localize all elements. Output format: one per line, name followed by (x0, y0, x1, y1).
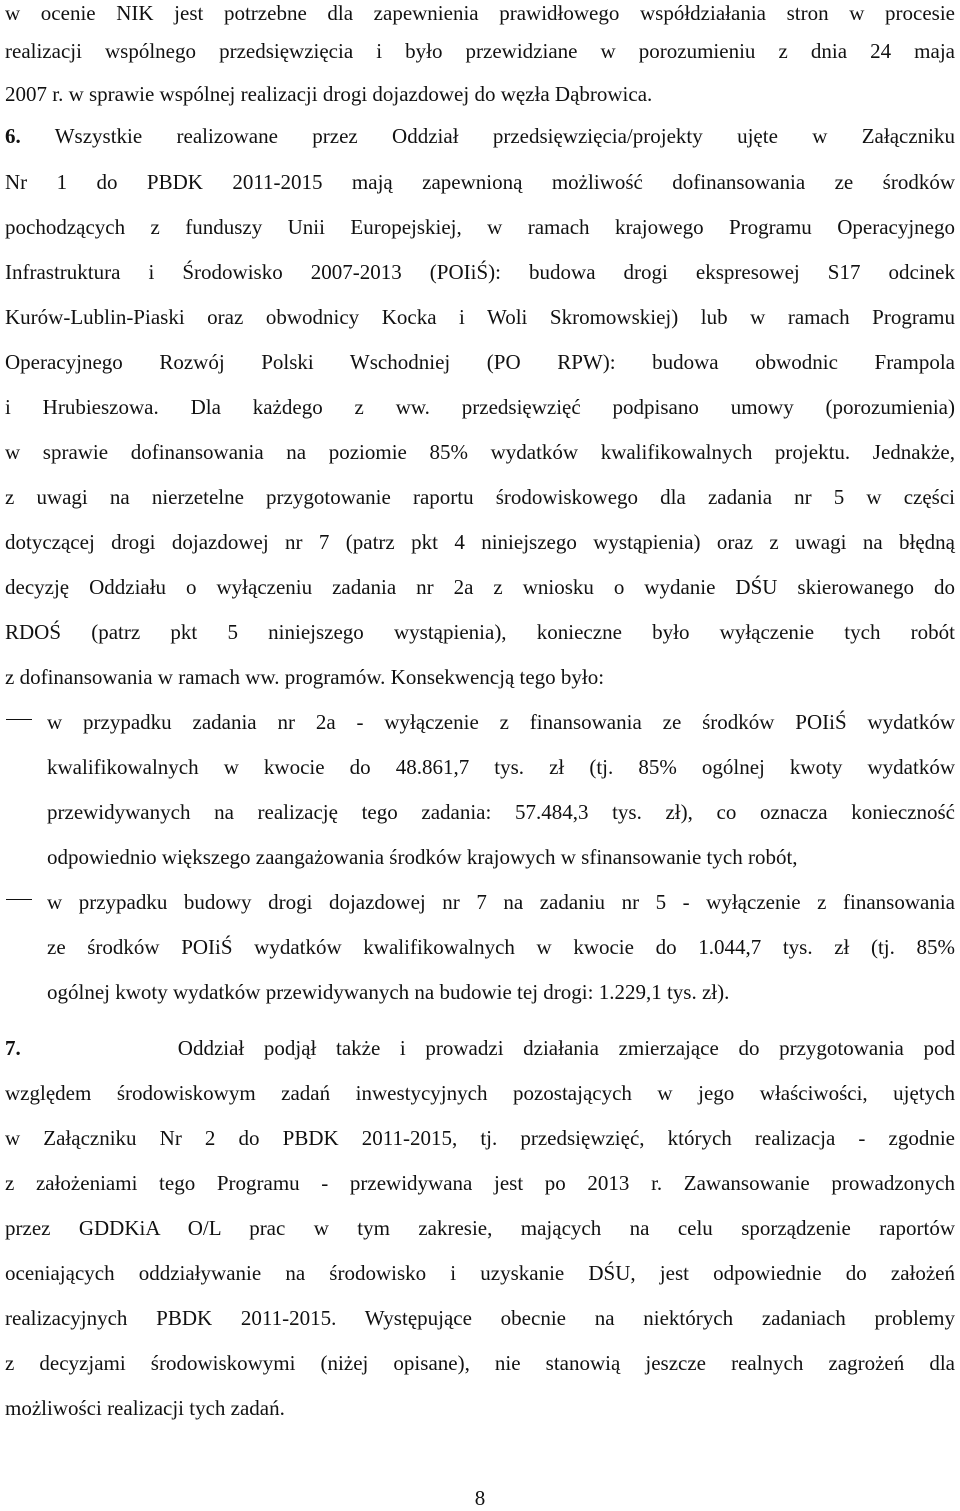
point-6-line: w sprawie dofinansowania na poziomie 85% wydatków kwalifikowalnych projektu. Jednakże, (5, 440, 955, 464)
point-6-line: Nr 1 do PBDK 2011-2015 mają zapewnioną możliwość dofinansowania ze środków (5, 170, 955, 194)
point-7-line: w Załączniku Nr 2 do PBDK 2011-2015, tj. przedsięwzięć, których realizacja - zgodnie (5, 1126, 955, 1150)
point-6-first-line (5, 121, 955, 151)
bullet-2-line: ogólnej kwoty wydatków przewidywanych na budowie tej drogi: 1.229,1 tys. zł). (47, 980, 730, 1004)
intro-line-2: realizacji wspólnego przedsięwzięcia i było przewidziane w porozumieniu z dnia 24 maja (5, 39, 955, 63)
bullet-1-line: odpowiednio większego zaangażowania środków krajowych w sfinansowanie tych robót, (47, 845, 798, 869)
point-7-line: realizacyjnych PBDK 2011-2015. Występujące obecnie na niektórych zadaniach problemy (5, 1306, 955, 1330)
point-7-line: z decyzjami środowiskowymi (niżej opisane), nie stanowią jeszcze realnych zagrożeń dla (5, 1351, 955, 1375)
point-6-line: decyzję Oddziału o wyłączeniu zadania nr 2a z wniosku o wydanie DŚU skierowanego do (5, 575, 955, 599)
page-number: 8 (474, 1486, 486, 1510)
bullet-1-line: w przypadku zadania nr 2a - wyłączenie z finansowania ze środków POIiŚ wydatków (47, 710, 955, 734)
point-7-first-line (5, 1033, 955, 1063)
bullet-1-line: przewidywanych na realizację tego zadania: 57.484,3 tys. zł), co oznacza konieczność (47, 800, 955, 824)
point-6-number: 6. (5, 124, 21, 148)
bullet-1-line: kwalifikowalnych w kwocie do 48.861,7 tys. zł (tj. 85% ogólnej kwoty wydatków (47, 755, 955, 779)
bullet-dash-2 (6, 899, 32, 900)
point-7-first-text: Oddział podjął także i prowadzi działania zmierzające do przygotowania pod (177, 1036, 955, 1060)
point-6-line: dotyczącej drogi dojazdowej nr 7 (patrz pkt 4 niniejszego wystąpienia) oraz z uwagi na błędną (5, 530, 955, 554)
bullet-2-line: ze środków POIiŚ wydatków kwalifikowalnych w kwocie do 1.044,7 tys. zł (tj. 85% (47, 935, 955, 959)
point-6-line: i Hrubieszowa. Dla każdego z ww. przedsięwzięć podpisano umowy (porozumienia) (5, 395, 955, 419)
point-7-line: przez GDDKiA O/L prac w tym zakresie, mających na celu sporządzenie raportów (5, 1216, 955, 1240)
point-6-first-text: Wszystkie realizowane przez Oddział przedsięwzięcia/projekty ujęte w Załączniku (54, 124, 955, 148)
point-6-line: RDOŚ (patrz pkt 5 niniejszego wystąpienia), konieczne było wyłączenie tych robót (5, 620, 955, 644)
point-7-number: 7. (5, 1036, 21, 1060)
point-6-line: Operacyjnego Rozwój Polski Wschodniej (PO RPW): budowa obwodnic Frampola (5, 350, 955, 374)
point-7-line: oceniających oddziaływanie na środowisko i uzyskanie DŚU, jest odpowiednie do założeń (5, 1261, 955, 1285)
point-6-line: Kurów-Lublin-Piaski oraz obwodnicy Kocka i Woli Skromowskiej) lub w ramach Programu (5, 305, 955, 329)
point-7-line: z założeniami tego Programu - przewidywana jest po 2013 r. Zawansowanie prowadzonych (5, 1171, 955, 1195)
point-6-line: Infrastruktura i Środowisko 2007-2013 (POIiŚ): budowa drogi ekspresowej S17 odcinek (5, 260, 955, 284)
point-6-line: pochodzących z funduszy Unii Europejskiej, w ramach krajowego Programu Operacyjnego (5, 215, 955, 239)
point-7-line: względem środowiskowym zadań inwestycyjnych pozostających w jego właściwości, ujętych (5, 1081, 955, 1105)
point-6-line: z uwagi na nierzetelne przygotowanie raportu środowiskowego dla zadania nr 5 w części (5, 485, 955, 509)
intro-line-1: w ocenie NIK jest potrzebne dla zapewnienia prawidłowego współdziałania stron w procesie (5, 1, 955, 25)
bullet-dash-1 (6, 719, 32, 720)
point-7-line: możliwości realizacji tych zadań. (5, 1396, 285, 1420)
bullet-2-line: w przypadku budowy drogi dojazdowej nr 7 na zadaniu nr 5 - wyłączenie z finansowania (47, 890, 955, 914)
intro-line-3: 2007 r. w sprawie wspólnej realizacji drogi dojazdowej do węzła Dąbrowica. (5, 82, 653, 106)
point-6-line: z dofinansowania w ramach ww. programów. Konsekwencją tego było: (5, 665, 605, 689)
